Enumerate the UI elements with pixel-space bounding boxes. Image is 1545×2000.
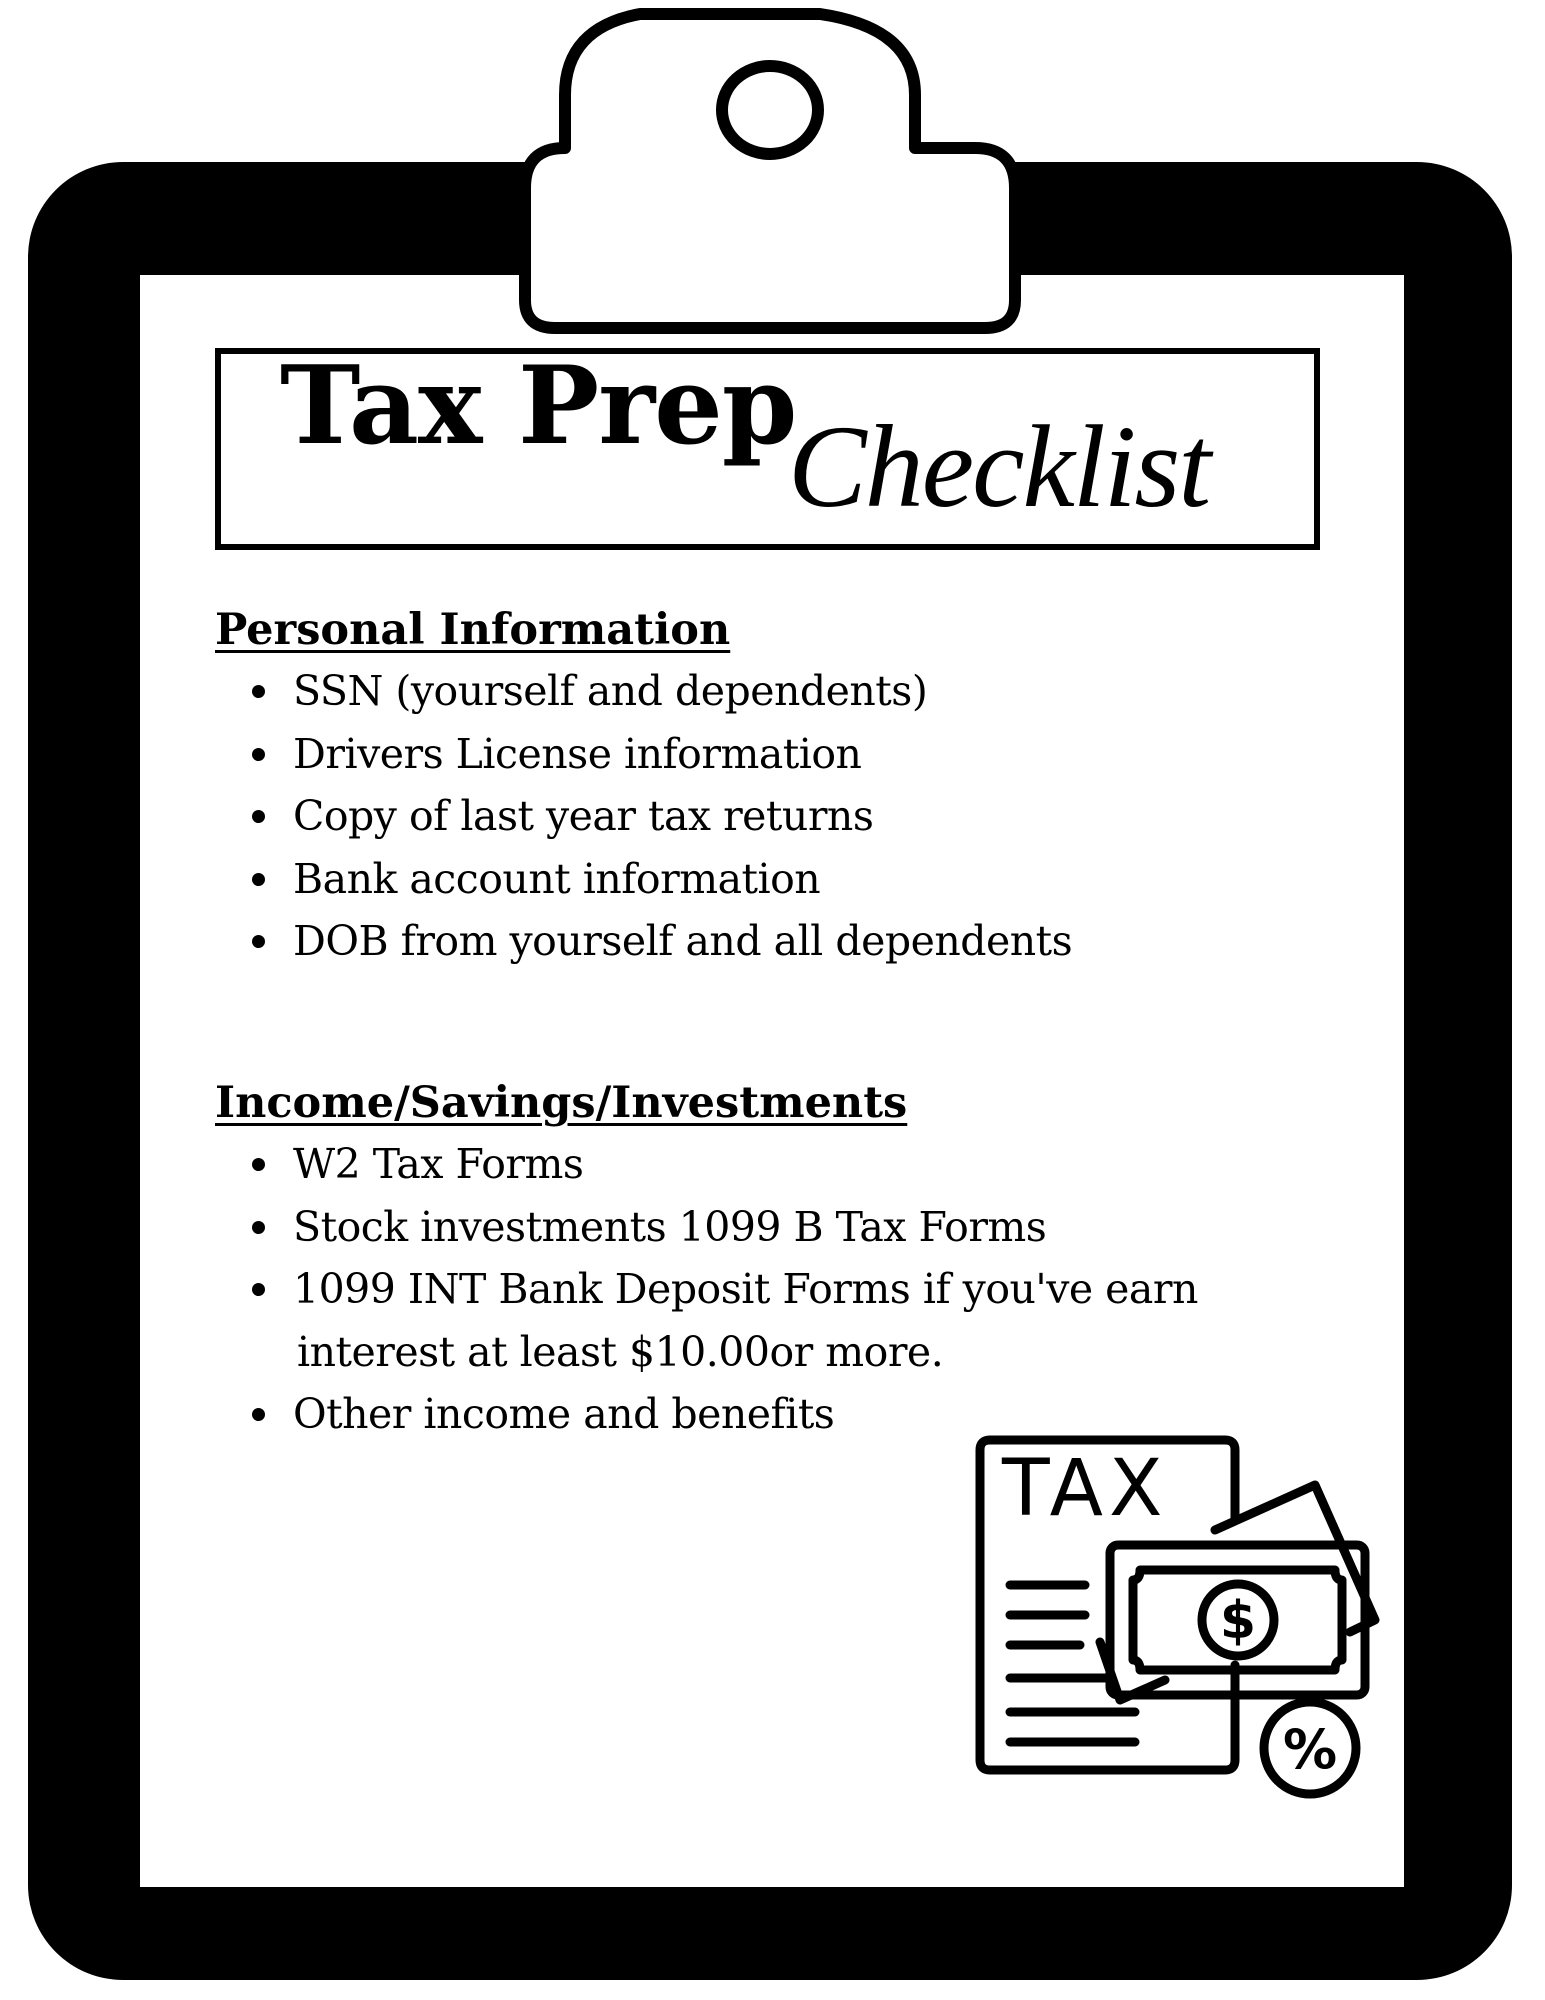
section-personal-information [215, 600, 1335, 973]
checklist [215, 1133, 1335, 1446]
list-item [215, 910, 1335, 973]
list-item-text: 1099 INT Bank Deposit Forms if you've earn [293, 1265, 1198, 1313]
dollar-sign-icon: $ [1219, 1591, 1257, 1651]
checklist [215, 660, 1335, 973]
title-main: Tax Prep [280, 343, 797, 469]
title-script: Checklist [788, 401, 1210, 532]
list-item-text: W2 Tax Forms [293, 1140, 584, 1188]
list-item [215, 1196, 1335, 1259]
list-item-text: Bank account information [293, 854, 821, 903]
percent-icon: % [1282, 1718, 1338, 1781]
tax-label: TAX [1002, 1444, 1169, 1534]
section-income-savings-investments [215, 1073, 1335, 1446]
list-item [215, 1133, 1335, 1196]
list-item-text: Other income and benefits [293, 1390, 835, 1438]
tax-document-money-icon [970, 1430, 1390, 1800]
section-heading: Income/Savings/Investments [215, 1078, 908, 1128]
list-item-text: Stock investments 1099 B Tax Forms [293, 1202, 1047, 1251]
list-item [215, 848, 1335, 911]
section-heading: Personal Information [215, 605, 731, 655]
list-item-text: DOB from yourself and all dependents [293, 917, 1073, 965]
list-item [215, 660, 1335, 723]
list-item [215, 1258, 1335, 1383]
list-item-text-continued: interest at least $10.00or more. [297, 1327, 944, 1376]
list-item-text: SSN (yourself and dependents) [293, 667, 928, 715]
list-item [215, 785, 1335, 848]
list-item [215, 723, 1335, 786]
list-item-text: Drivers License information [293, 729, 862, 778]
list-item-text: Copy of last year tax returns [293, 792, 874, 840]
